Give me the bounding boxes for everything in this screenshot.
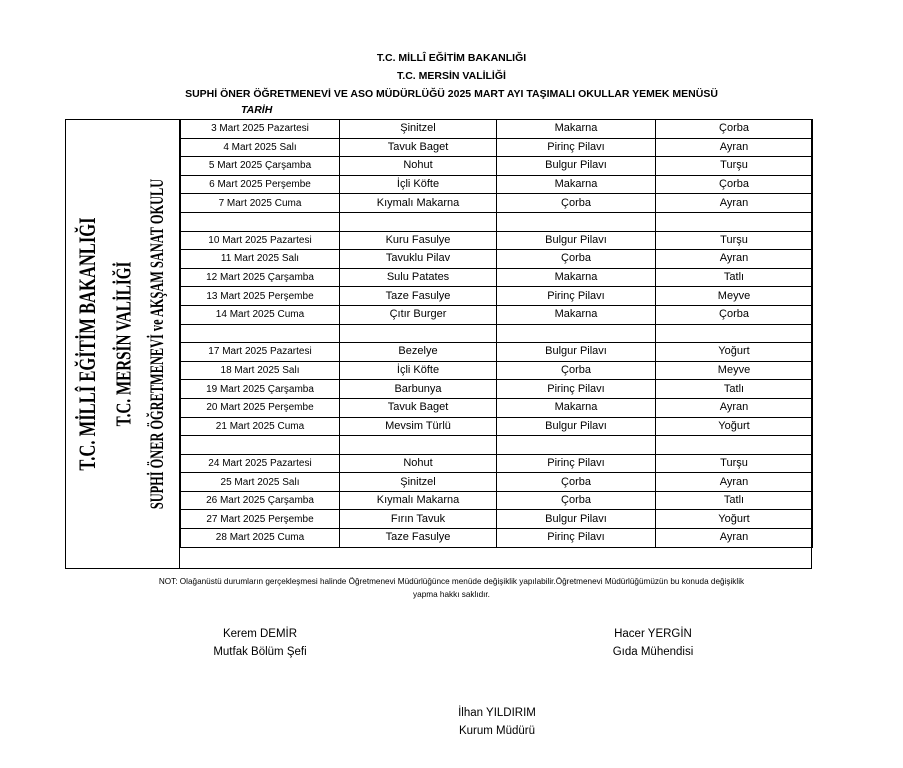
table-row: [181, 157, 813, 176]
note-line-2: yapma hakkı saklıdır.: [413, 590, 490, 599]
side-dish-cell: Bulgur Pilavı: [497, 343, 656, 362]
date-cell: 28 Mart 2025 Cuma: [181, 529, 340, 548]
main-dish-cell: Şinitzel: [340, 120, 497, 139]
main-dish-cell: Barbunya: [340, 380, 497, 399]
table-row: [181, 473, 813, 492]
side-title-school: SUPHİ ÖNER ÖĞRETMENEVİ ve AKŞAM SANAT OKULU: [147, 178, 168, 510]
table-row: [181, 175, 813, 194]
date-cell: 20 Mart 2025 Perşembe: [181, 398, 340, 417]
empty-cell: [340, 212, 497, 231]
main-dish-cell: Sulu Patates: [340, 268, 497, 287]
empty-cell: [340, 436, 497, 455]
empty-cell: [181, 212, 340, 231]
date-cell: 7 Mart 2025 Cuma: [181, 194, 340, 213]
note-text: [70, 575, 833, 601]
signature-right: [593, 625, 713, 661]
main-dish-cell: Kıymalı Makarna: [340, 491, 497, 510]
side-title-block: [65, 119, 180, 569]
date-cell: 6 Mart 2025 Perşembe: [181, 175, 340, 194]
date-cell: 27 Mart 2025 Perşembe: [181, 510, 340, 529]
side-dish-cell: Bulgur Pilavı: [497, 510, 656, 529]
signature-center-name: İlhan YILDIRIM: [458, 707, 536, 719]
empty-cell: [340, 324, 497, 343]
extra-cell: Turşu: [656, 454, 813, 473]
main-dish-cell: Çıtır Burger: [340, 305, 497, 324]
extra-cell: Yoğurt: [656, 343, 813, 362]
side-title-governorship: T.C. MERSİN VALİLİĞİ: [111, 261, 136, 427]
extra-cell: Ayran: [656, 194, 813, 213]
side-dish-cell: Pirinç Pilavı: [497, 287, 656, 306]
empty-cell: [181, 436, 340, 455]
empty-cell: [656, 212, 813, 231]
side-dish-cell: Çorba: [497, 491, 656, 510]
date-cell: 11 Mart 2025 Salı: [181, 250, 340, 269]
side-title-ministry: T.C. MİLLÎ EĞİTİM BAKANLIĞI: [75, 217, 100, 471]
table-row: [181, 268, 813, 287]
signature-left-title: Mutfak Bölüm Şefi: [213, 646, 307, 658]
signature-left: [200, 625, 320, 661]
page-title: SUPHİ ÖNER ÖĞRETMENEVİ VE ASO MÜDÜRLÜĞÜ 2025 MART AYI TAŞIMALI OKULLAR YEMEK MENÜSÜ: [185, 88, 718, 100]
table-row: [181, 231, 813, 250]
date-cell: 25 Mart 2025 Salı: [181, 473, 340, 492]
extra-cell: Meyve: [656, 287, 813, 306]
side-dish-cell: Çorba: [497, 250, 656, 269]
main-dish-cell: Şinitzel: [340, 473, 497, 492]
date-cell: 10 Mart 2025 Pazartesi: [181, 231, 340, 250]
signature-center: [437, 704, 557, 740]
side-dish-cell: Makarna: [497, 175, 656, 194]
main-dish-cell: Fırın Tavuk: [340, 510, 497, 529]
main-dish-cell: Mevsim Türlü: [340, 417, 497, 436]
table-row: [181, 194, 813, 213]
side-dish-cell: Pirinç Pilavı: [497, 454, 656, 473]
extra-cell: Çorba: [656, 120, 813, 139]
empty-cell: [497, 212, 656, 231]
extra-cell: Tatlı: [656, 380, 813, 399]
header-ministry: T.C. MİLLÎ EĞİTİM BAKANLIĞI: [376, 52, 527, 64]
header-governorship: T.C. MERSİN VALİLİĞİ: [397, 70, 506, 82]
date-cell: 26 Mart 2025 Çarşamba: [181, 491, 340, 510]
main-dish-cell: İçli Köfte: [340, 361, 497, 380]
date-cell: 14 Mart 2025 Cuma: [181, 305, 340, 324]
table-row: [181, 491, 813, 510]
empty-cell: [656, 436, 813, 455]
extra-cell: Çorba: [656, 175, 813, 194]
main-dish-cell: Tavuk Baget: [340, 138, 497, 157]
table-row: [181, 120, 813, 139]
main-dish-cell: Bezelye: [340, 343, 497, 362]
main-dish-cell: Nohut: [340, 157, 497, 176]
table-row: [181, 398, 813, 417]
date-cell: 5 Mart 2025 Çarşamba: [181, 157, 340, 176]
date-cell: 4 Mart 2025 Salı: [181, 138, 340, 157]
extra-cell: Ayran: [656, 398, 813, 417]
date-cell: 3 Mart 2025 Pazartesi: [181, 120, 340, 139]
date-cell: 13 Mart 2025 Perşembe: [181, 287, 340, 306]
empty-cell: [656, 324, 813, 343]
main-dish-cell: Tavuk Baget: [340, 398, 497, 417]
table-row: [181, 305, 813, 324]
empty-cell: [497, 324, 656, 343]
table-row: [181, 454, 813, 473]
side-dish-cell: Pirinç Pilavı: [497, 380, 656, 399]
extra-cell: Tatlı: [656, 491, 813, 510]
side-dish-cell: Pirinç Pilavı: [497, 529, 656, 548]
table-row: [181, 510, 813, 529]
signature-right-name: Hacer YERGİN: [614, 628, 692, 640]
table-row: [181, 250, 813, 269]
empty-cell: [181, 324, 340, 343]
extra-cell: Ayran: [656, 529, 813, 548]
date-cell: 19 Mart 2025 Çarşamba: [181, 380, 340, 399]
week-separator-row: [181, 212, 813, 231]
side-dish-cell: Pirinç Pilavı: [497, 138, 656, 157]
side-dish-cell: Bulgur Pilavı: [497, 231, 656, 250]
side-dish-cell: Makarna: [497, 305, 656, 324]
table-row: [181, 138, 813, 157]
extra-cell: Yoğurt: [656, 510, 813, 529]
signature-right-title: Gıda Mühendisi: [612, 646, 694, 658]
menu-table: [180, 119, 813, 548]
extra-cell: Turşu: [656, 157, 813, 176]
date-cell: 12 Mart 2025 Çarşamba: [181, 268, 340, 287]
signature-left-name: Kerem DEMİR: [222, 628, 298, 640]
date-cell: 21 Mart 2025 Cuma: [181, 417, 340, 436]
extra-cell: Tatlı: [656, 268, 813, 287]
main-dish-cell: Kuru Fasulye: [340, 231, 497, 250]
extra-cell: Ayran: [656, 473, 813, 492]
main-dish-cell: İçli Köfte: [340, 175, 497, 194]
extra-cell: Ayran: [656, 250, 813, 269]
table-row: [181, 361, 813, 380]
extra-cell: Ayran: [656, 138, 813, 157]
main-dish-cell: Taze Fasulye: [340, 287, 497, 306]
extra-cell: Yoğurt: [656, 417, 813, 436]
extra-cell: Çorba: [656, 305, 813, 324]
extra-cell: Meyve: [656, 361, 813, 380]
side-dish-cell: Makarna: [497, 268, 656, 287]
week-separator-row: [181, 324, 813, 343]
date-cell: 17 Mart 2025 Pazartesi: [181, 343, 340, 362]
extra-cell: Turşu: [656, 231, 813, 250]
side-dish-cell: Makarna: [497, 398, 656, 417]
note-line-1: NOT: Olağanüstü durumların gerçekleşmesi halinde Öğretmenevi Müdürlüğünce menüde değişiklik yapılabilir.Öğretmenevi Müdürlüğümüzün bu konuda değişiklik: [158, 577, 745, 586]
table-row: [181, 417, 813, 436]
main-dish-cell: Taze Fasulye: [340, 529, 497, 548]
main-dish-cell: Nohut: [340, 454, 497, 473]
side-dish-cell: Bulgur Pilavı: [497, 417, 656, 436]
empty-cell: [497, 436, 656, 455]
side-dish-cell: Bulgur Pilavı: [497, 157, 656, 176]
side-dish-cell: Çorba: [497, 361, 656, 380]
table-row: [181, 343, 813, 362]
side-dish-cell: Çorba: [497, 473, 656, 492]
side-dish-cell: Çorba: [497, 194, 656, 213]
main-dish-cell: Kıymalı Makarna: [340, 194, 497, 213]
table-row: [181, 287, 813, 306]
date-column-label: TARİH: [241, 104, 273, 116]
signature-center-title: Kurum Müdürü: [458, 725, 536, 737]
table-row: [181, 380, 813, 399]
main-dish-cell: Tavuklu Pilav: [340, 250, 497, 269]
date-cell: 24 Mart 2025 Pazartesi: [181, 454, 340, 473]
side-dish-cell: Makarna: [497, 120, 656, 139]
table-row: [181, 529, 813, 548]
date-cell: 18 Mart 2025 Salı: [181, 361, 340, 380]
week-separator-row: [181, 436, 813, 455]
